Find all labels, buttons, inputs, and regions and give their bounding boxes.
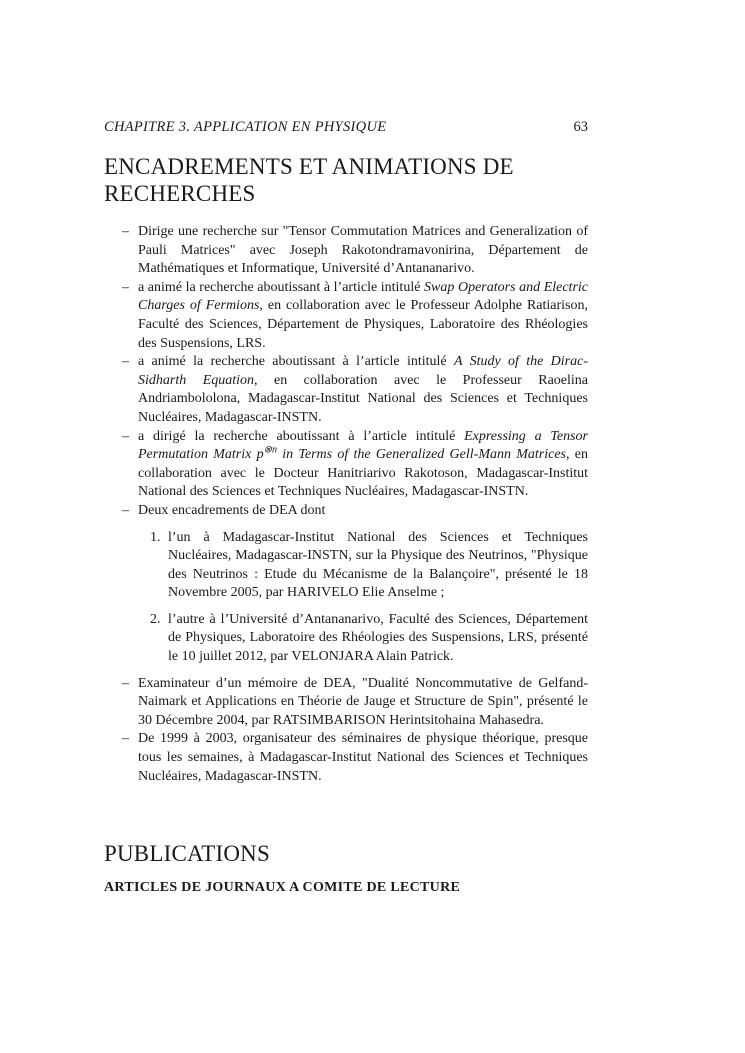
dash-bullet: – (122, 731, 129, 747)
list-item (122, 353, 588, 427)
dash-bullet: – (122, 279, 129, 295)
dash-bullet: – (122, 224, 129, 239)
item-text: Deux encadrements de DEA dont (138, 502, 326, 518)
subsection-title-articles: ARTICLES DE JOURNAUX A COMITE DE LECTURE (104, 880, 461, 895)
article-title-superscript: ⊗n (263, 444, 277, 456)
list-item (122, 279, 588, 353)
list-item (122, 730, 588, 786)
item-text-post: , en collaboration avec le Docteur Hanitriarivo Rakotoson, Madagascar-Institut National des Sciences et Techniques Nucléaires, Madagascar-INSTN. (138, 447, 588, 500)
item-text-post: , en collaboration avec le Professeur Raoelina Andriambololona, Madagascar-Institut National des Sciences et Techniques Nucléaires, Madagascar-INSTN. (138, 372, 588, 425)
running-header (104, 119, 588, 136)
section-title-encadrements: ENCADREMENTS ET ANIMATIONS DE RECHERCHES (104, 154, 514, 206)
sublist-number: 2. (150, 611, 161, 627)
item-text-post: , en collaboration avec le Professeur Adolphe Ratiarison, Faculté des Sciences, Département de Physiques, Laboratoire des Rhéologies des Suspensions, LRS. (138, 298, 589, 351)
dash-bullet: – (122, 428, 129, 444)
item-text: Examinateur d’un mémoire de DEA, "Dualité Noncommutative de Gelfand-Naimark et Applications en Théorie de Jauge et Structure de Spin", présenté le 30 Décembre 2004, par RATSIMBARISON Herintsitohaina Mahasedra. (138, 675, 588, 728)
sublist-item (138, 611, 588, 667)
sublist-text: l’autre à l’Université d’Antananarivo, Faculté des Sciences, Département de Physiques, Laboratoire des Rhéologies des Suspensions, LRS, présenté le 10 juillet 2012, par VELONJARA Alain Patrick. (168, 611, 588, 665)
item-text-pre: a animé la recherche aboutissant à l’article intitulé (138, 354, 454, 370)
sublist-number: 1. (150, 529, 161, 545)
list-item (122, 223, 588, 279)
encadrements-list-container (122, 223, 588, 786)
article-title-part-b: in Terms of the Generalized Gell-Mann Matrices (277, 447, 567, 463)
sublist-text: l’un à Madagascar-Institut National des Sciences et Techniques Nucléaires, Madagascar-INSTN, sur la Physique des Neutrinos, "Physique des Neutrinos : Etude du Mécanisme de la Balançoire", présenté le 18 Novembre 2005, par HARIVELO Elie Anselme ; (168, 529, 588, 601)
item-text-pre: a dirigé la recherche aboutissant à l’article intitulé (138, 428, 465, 444)
encadrements-list (122, 223, 588, 786)
dea-sublist (138, 529, 588, 667)
article-title: A Study of the Dirac-Sidharth Equation (138, 354, 588, 388)
dash-bullet: – (122, 675, 129, 691)
article-title-part-a: Expressing a Tensor Permutation Matrix p (138, 428, 588, 463)
list-item (122, 428, 588, 502)
item-text: Dirige une recherche sur "Tensor Commutation Matrices and Generalization of Pauli Matrices" avec Joseph Rakotondramavonirina, Département de Mathématiques et Informatique, Université d’Antananarivo. (138, 224, 588, 277)
sublist-item (138, 529, 588, 603)
page-number: 63 (573, 119, 588, 135)
section-title-publications: PUBLICATIONS (104, 841, 270, 866)
item-text: De 1999 à 2003, organisateur des séminaires de physique théorique, presque tous les semaines, à Madagascar-Institut National des Sciences et Techniques Nucléaires, Madagascar-INSTN. (138, 731, 588, 784)
chapter-heading: CHAPITRE 3. APPLICATION EN PHYSIQUE (104, 119, 387, 135)
dash-bullet: – (122, 354, 129, 370)
item-text-pre: a animé la recherche aboutissant à l’article intitulé (138, 279, 425, 295)
dash-bullet: – (122, 502, 129, 518)
list-item (122, 675, 588, 731)
article-title: Swap Operators and Electric Charges of Fermions (138, 279, 589, 314)
list-item (122, 502, 588, 667)
